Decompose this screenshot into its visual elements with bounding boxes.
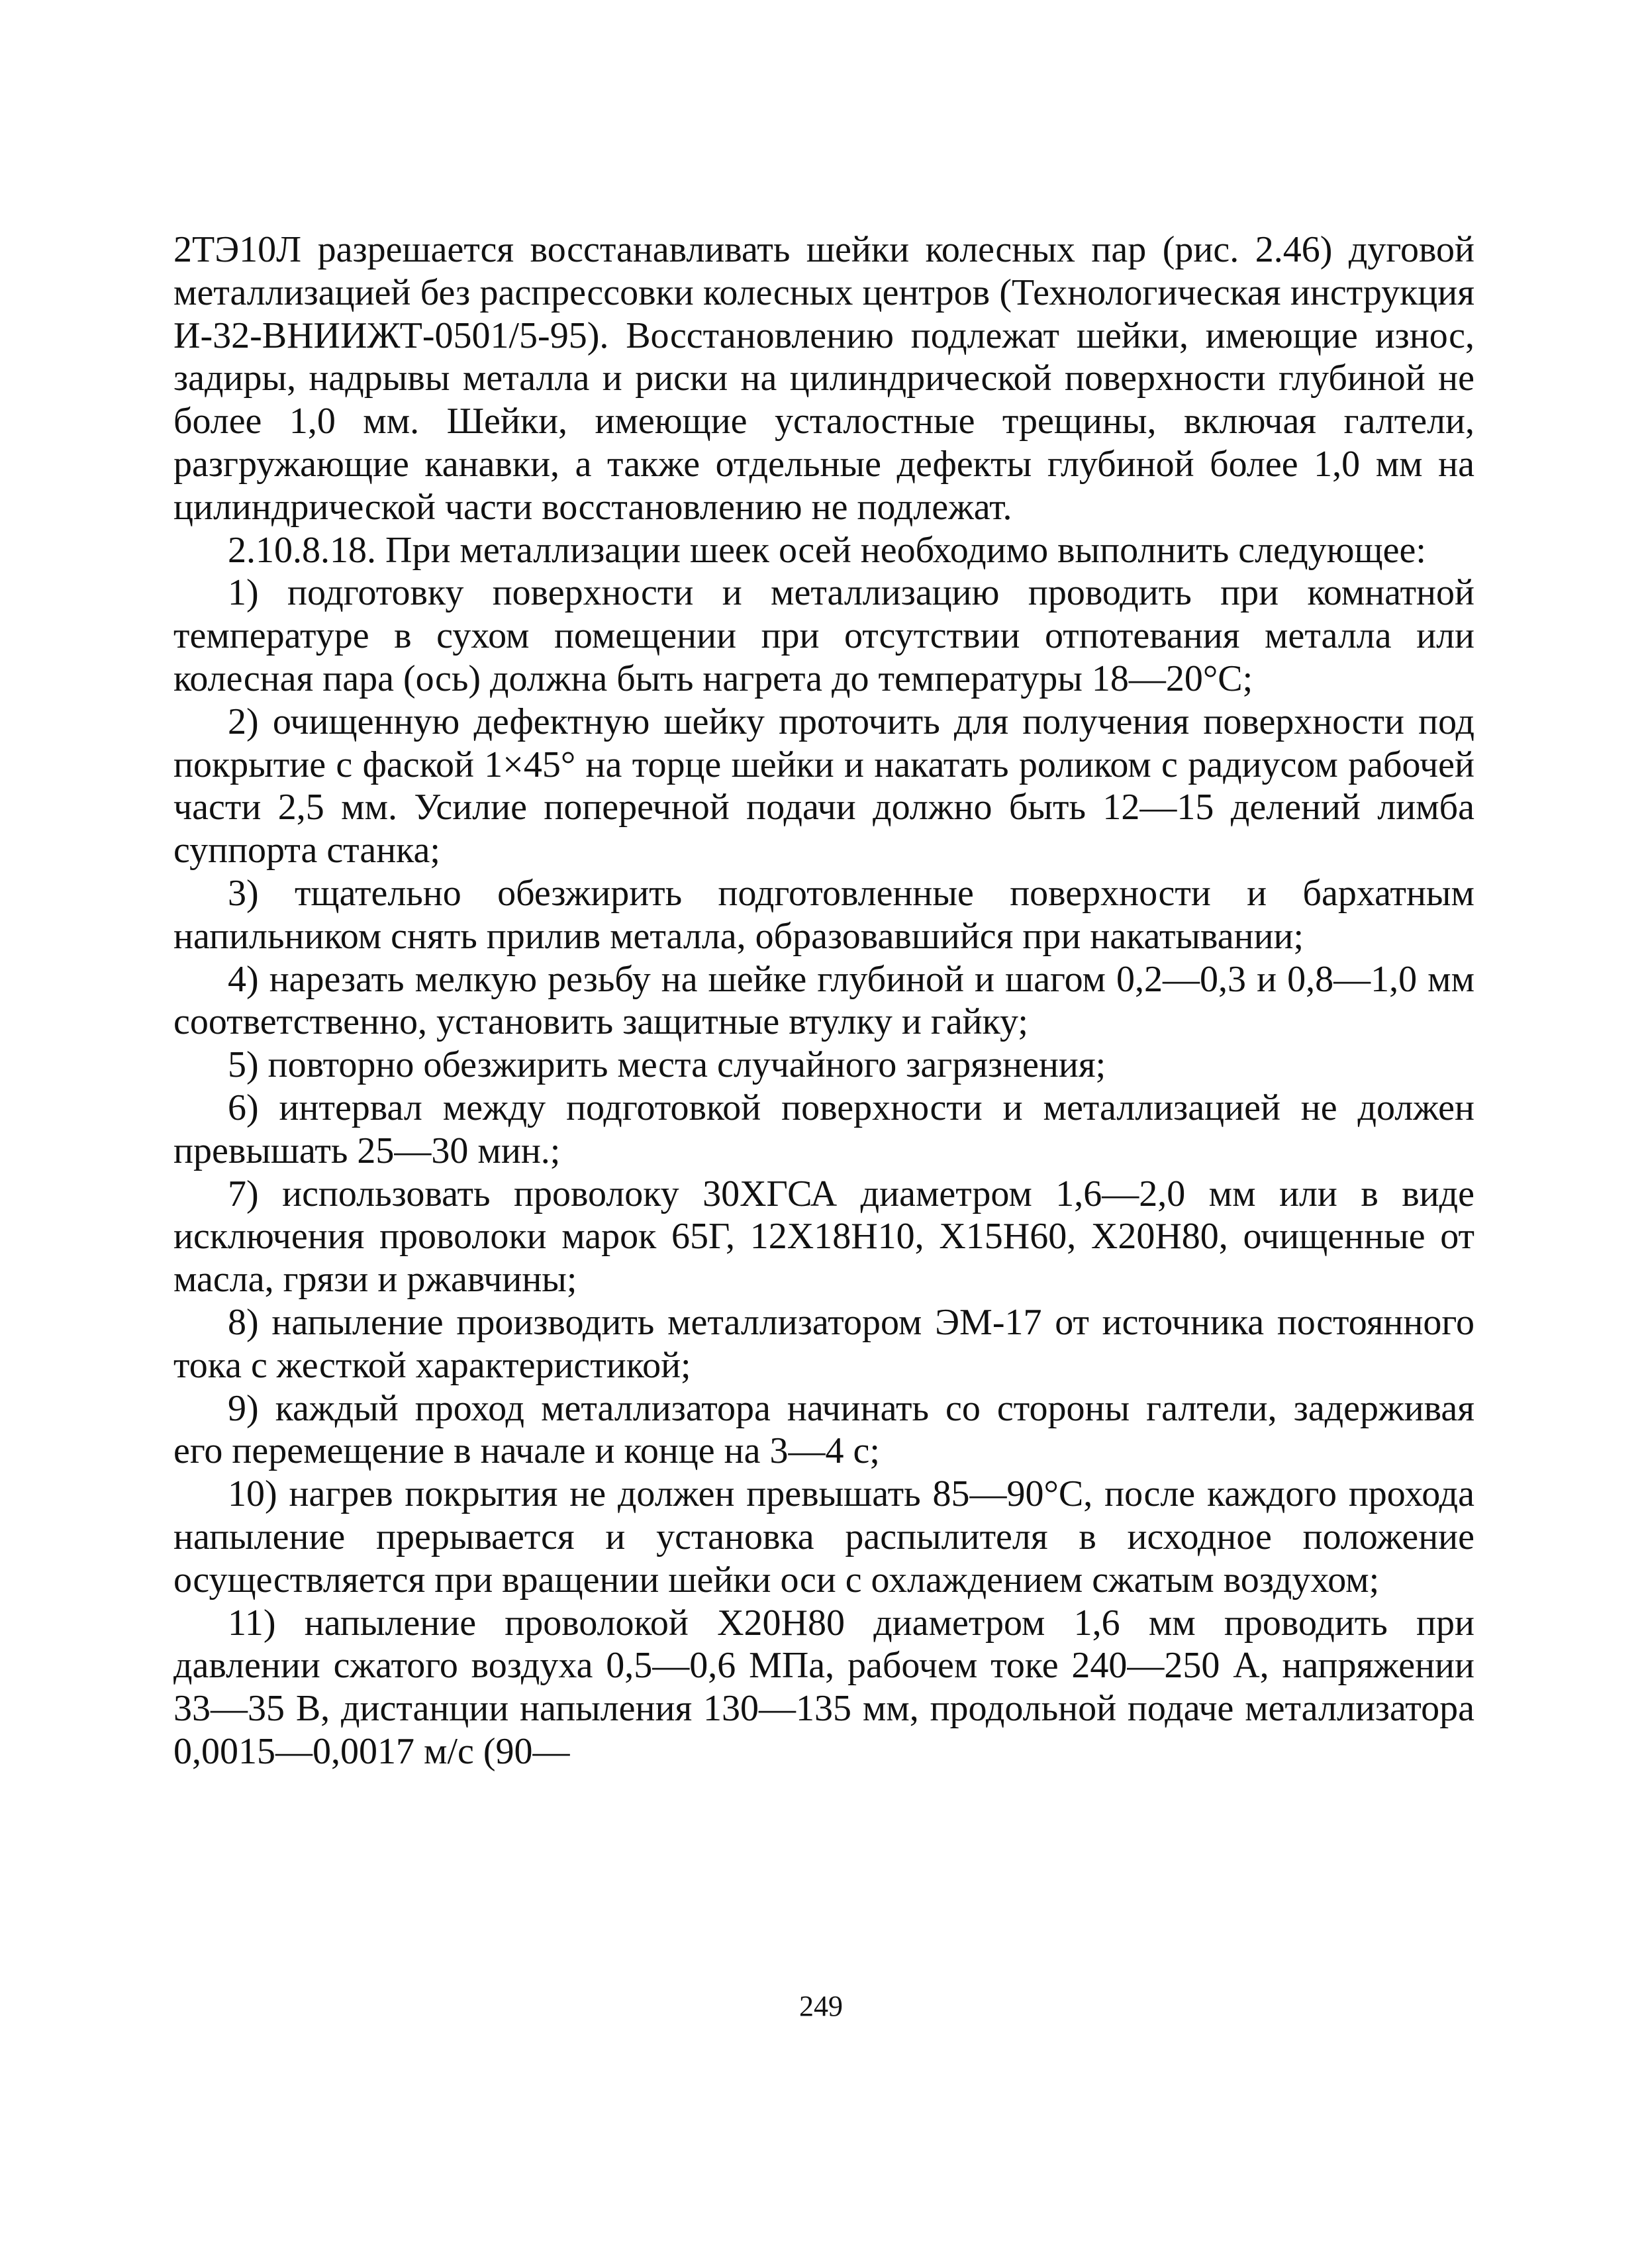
list-item-5: 5) повторно обезжирить места случайного загрязнения; bbox=[228, 1044, 1106, 1086]
list-item-2: 2) очищенную дефектную шейку проточить для получения поверхности под покрытие с фаской 1×45° на торце шейки и накатать роликом с радиусом рабочей части 2,5 мм. Усилие поперечной подачи должно быть 12—15 делений лимба суппорта станка; bbox=[173, 701, 1474, 871]
page-body bbox=[173, 228, 1474, 1773]
list-item-6: 6) интервал между подготовкой поверхности и металлизацией не должен превышать 25—30 мин.; bbox=[173, 1087, 1474, 1171]
paragraph-intro: 2ТЭ10Л разрешается восстанавливать шейки колесных пар (рис. 2.46) дуговой металлизацией без распрессовки колесных центров (Технологическая инструкция И-32-ВНИИЖТ-0501/5-95). Восстановлению подлежат шейки, имеющие износ, задиры, надрывы металла и риски на цилиндрической поверхности глубиной не более 1,0 мм. Шейки, имеющие усталостные трещины, включая галтели, разгружающие канавки, а также отдельные дефекты глубиной более 1,0 мм на цилиндрической части восстановлению не подлежат. bbox=[173, 229, 1474, 528]
list-item-10: 10) нагрев покрытия не должен превышать 85—90°С, после каждого прохода напыление прерывается и установка распылителя в исходное положение осуществляется при вращении шейки оси с охлаждением сжатым воздухом; bbox=[173, 1473, 1474, 1601]
list-item-8: 8) напыление производить металлизатором ЭМ-17 от источника постоянного тока с жесткой характеристикой; bbox=[173, 1301, 1474, 1386]
list-item-11: 11) напыление проволокой Х20Н80 диаметром 1,6 мм проводить при давлении сжатого воздуха 0,5—0,6 МПа, рабочем токе 240—250 А, напряжении 33—35 В, дистанции напыления 130—135 мм, продольной подаче металлизатора 0,0015—0,0017 м/с (90— bbox=[173, 1602, 1474, 1772]
paragraph-section-2-10-8-18: 2.10.8.18. При металлизации шеек осей необходимо выполнить следующее: bbox=[228, 529, 1426, 571]
list-item-4: 4) нарезать мелкую резьбу на шейке глубиной и шагом 0,2—0,3 и 0,8—1,0 мм соответственно, установить защитные втулку и гайку; bbox=[173, 958, 1474, 1043]
list-item-7: 7) использовать проволоку 30ХГСА диаметром 1,6—2,0 мм или в виде исключения проволоки марок 65Г, 12Х18Н10, Х15Н60, Х20Н80, очищенные от масла, грязи и ржавчины; bbox=[173, 1173, 1474, 1301]
list-item-1: 1) подготовку поверхности и металлизацию проводить при комнатной температуре в сухом помещении при отсутствии отпотевания металла или колесная пара (ось) должна быть нагрета до температуры 18—20°С; bbox=[173, 572, 1474, 699]
list-item-3: 3) тщательно обезжирить подготовленные поверхности и бархатным напильником снять прилив металла, образовавшийся при накатывании; bbox=[173, 872, 1474, 957]
page-number: 249 bbox=[799, 1990, 843, 2022]
list-item-9: 9) каждый проход металлизатора начинать со стороны галтели, задерживая его перемещение в начале и конце на 3—4 с; bbox=[173, 1387, 1474, 1472]
